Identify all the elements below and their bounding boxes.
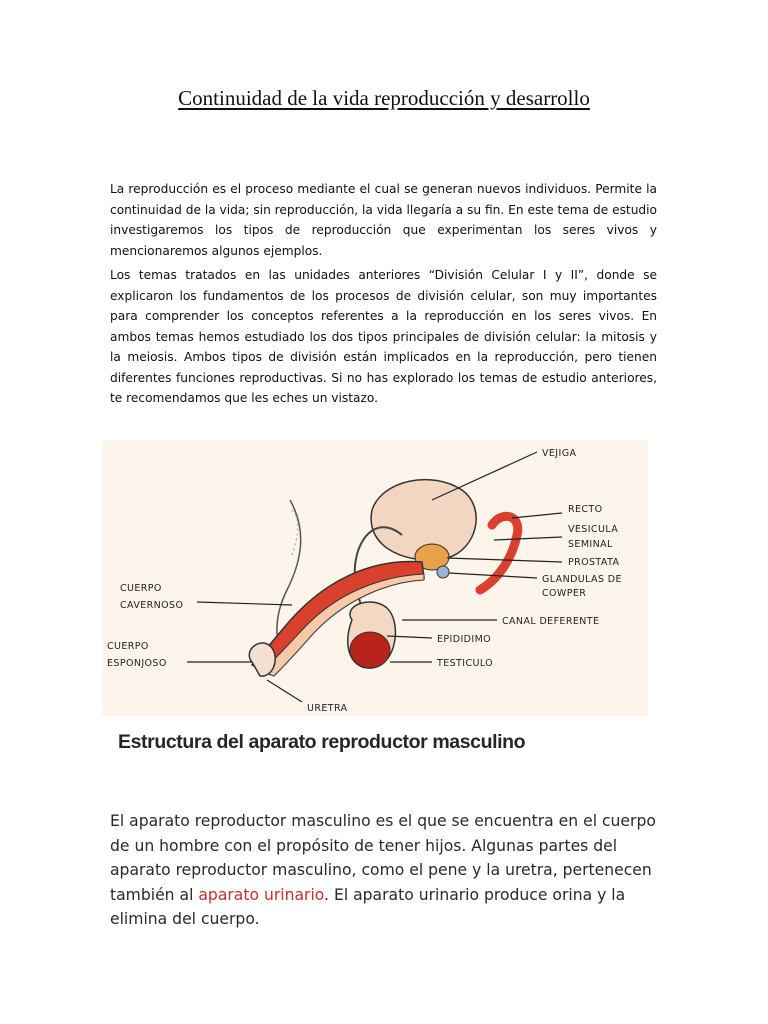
aparato-urinario-link[interactable]: aparato urinario	[198, 885, 325, 904]
label-cuerpo-cavernoso-2: CAVERNOSO	[120, 600, 184, 611]
document-title: Continuidad de la vida reproducción y desarrollo	[178, 86, 590, 110]
male-reproductive-diagram	[102, 440, 648, 716]
section-paragraph	[110, 809, 670, 932]
cowper-gland-shape	[437, 566, 449, 578]
label-glandulas-2: COWPER	[542, 588, 587, 599]
intro-paragraph: La reproducción es el proceso mediante el cual se generan nuevos individuos. Permite la continuidad de la vida; sin reproducción, la vida llegaría a su fin. En este tema de estudio investigaremos los tipos de reproducción que experimentan los seres vivos y mencionaremos algunos ejemplos.	[110, 182, 657, 258]
section-text-after-link: . El aparato urinario produce orina y la elimina del cuerpo.	[110, 885, 626, 928]
label-cuerpo-cavernoso-1: CUERPO	[120, 583, 162, 594]
testicle-shape	[350, 632, 390, 668]
label-prostata: PROSTATA	[568, 557, 620, 568]
anatomy-illustration	[102, 440, 648, 716]
context-paragraph: Los temas tratados en las unidades anteriores “División Celular I y II”, donde se explicaron los fundamentos de los procesos de división celular, son muy importantes para comprender los conceptos referentes a la reproducción en los seres vivos. En ambos temas hemos estudiado los dos tipos principales de división celular: la mitosis y la meiosis. Ambos tipos de división están implicados en la reproducción, pero tienen diferentes funciones reproductivas. Si no has explorado los temas de estudio anteriores, te recomendamos que les eches un vistazo.	[110, 268, 657, 405]
label-cuerpo-esponjoso-1: CUERPO	[107, 641, 149, 652]
label-canal-deferente: CANAL DEFERENTE	[502, 616, 600, 627]
section-text-before-link: El aparato reproductor masculino es el que se encuentra en el cuerpo de un hombre con el propósito de tener hijos. Algunas partes del aparato reproductor masculino, como el pene y la uretra, pertenecen también al	[110, 812, 656, 904]
section-heading: Estructura del aparato reproductor masculino	[118, 731, 526, 753]
label-testiculo: TESTICULO	[437, 658, 494, 669]
label-vesicula-1: VESICULA	[568, 524, 619, 535]
label-cuerpo-esponjoso-2: ESPONJOSO	[107, 658, 167, 669]
label-uretra: URETRA	[307, 703, 348, 714]
label-recto: RECTO	[568, 504, 603, 515]
label-vesicula-2: SEMINAL	[568, 539, 613, 550]
label-glandulas-1: GLANDULAS DE	[542, 574, 622, 585]
label-vejiga: VEJIGA	[542, 448, 577, 459]
label-epididimo: EPIDIDIMO	[437, 634, 492, 645]
